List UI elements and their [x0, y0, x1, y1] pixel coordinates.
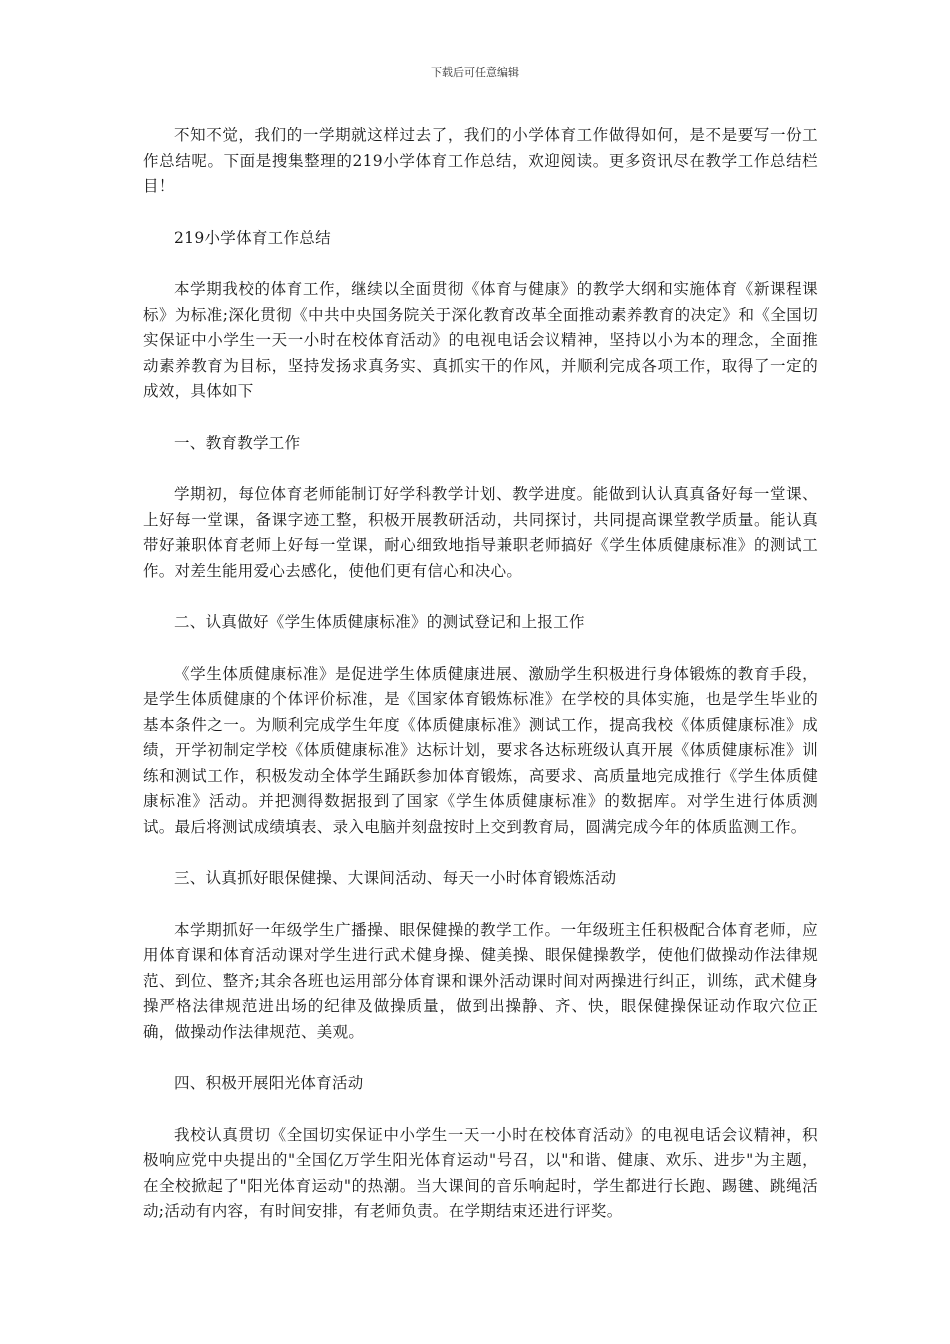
section-body-sunshine-sports: 我校认真贯切《全国切实保证中小学生一天一小时在校体育活动》的电视电话会议精神，积极响应党中央提出的"全国亿万学生阳光体育运动"号召，以"和谐、健康、欢乐、进步"为主题，在全校掀起了"阳光体育运动"的热潮。当大课间的音乐响起时，学生都进行长跑、踢毽、跳绳活动;活动有内容，有时间安排，有老师负责。在学期结束还进行评奖。: [143, 1125, 818, 1220]
section-heading-sunshine-sports: 四、积极开展阳光体育活动: [174, 1074, 364, 1092]
section-heading-teaching: 一、教育教学工作: [174, 433, 301, 452]
page-header-note: 下载后可任意编辑: [431, 66, 519, 79]
overview-paragraph: 本学期我校的体育工作，继续以全面贯彻《体育与健康》的教学大纲和实施体育《新课程课标》为标准;深化贯彻《中共中央国务院关于深化教育改革全面推动素养教育的决定》和《全国切实保证中小学生一天一小时在校体育活动》的电视电话会议精神，坚持以小为本的理念，全面推动素养教育为目标，坚持发扬求真务实、真抓实干的作风，并顺利完成各项工作，取得了一定的成效，具体如下: [143, 280, 818, 400]
section-body-exercises: 本学期抓好一年级学生广播操、眼保健操的教学工作。一年级班主任积极配合体育老师，应用体育课和体育活动课对学生进行武术健身操、健美操、眼保健操教学，使他们做操动作法律规范、到位、整齐;其余各班也运用部分体育课和课外活动课时间对两操进行纠正，训练，武术健身操严格法律规范进出场的纪律及做操质量，做到出操静、齐、快，眼保健操保证动作取穴位正确，做操动作法律规范、美观。: [143, 920, 818, 1041]
document-body: [143, 123, 818, 1251]
section-heading-exercises: 三、认真抓好眼保健操、大课间活动、每天一小时体育锻炼活动: [174, 869, 617, 887]
document-title: 219小学体育工作总结: [174, 228, 331, 247]
section-body-health-standard: 《学生体质健康标准》是促进学生体质健康进展、激励学生积极进行身体锻炼的教育手段，是学生体质健康的个体评价标准，是《国家体育锻炼标准》在学校的具体实施，也是学生毕业的基本条件之一。为顺利完成学生年度《体质健康标准》测试工作，提高我校《体质健康标准》成绩，开学初制定学校《体质健康标准》达标计划，要求各达标班级认真开展《体质健康标准》训练和测试工作，积极发动全体学生踊跃参加体育锻炼，高要求、高质量地完成推行《学生体质健康标准》活动。并把测得数据报到了国家《学生体质健康标准》的数据库。对学生进行体质测试。最后将测试成绩填表、录入电脑并刻盘按时上交到教育局，圆满完成今年的体质监测工作。: [143, 664, 818, 836]
section-body-teaching: 学期初，每位体育老师能制订好学科教学计划、教学进度。能做到认认真真备好每一堂课、上好每一堂课，备课字迹工整，积极开展教研活动，共同探讨，共同提高课堂教学质量。能认真带好兼职体育老师上好每一堂课，耐心细致地指导兼职老师搞好《学生体质健康标准》的测试工作。对差生能用爱心去感化，使他们更有信心和决心。: [143, 485, 818, 580]
intro-paragraph: 不知不觉，我们的一学期就这样过去了，我们的小学体育工作做得如何，是不是要写一份工作总结呢。下面是搜集整理的219小学体育工作总结，欢迎阅读。更多资讯尽在教学工作总结栏目！: [143, 126, 818, 195]
section-heading-health-standard: 二、认真做好《学生体质健康标准》的测试登记和上报工作: [174, 613, 585, 631]
